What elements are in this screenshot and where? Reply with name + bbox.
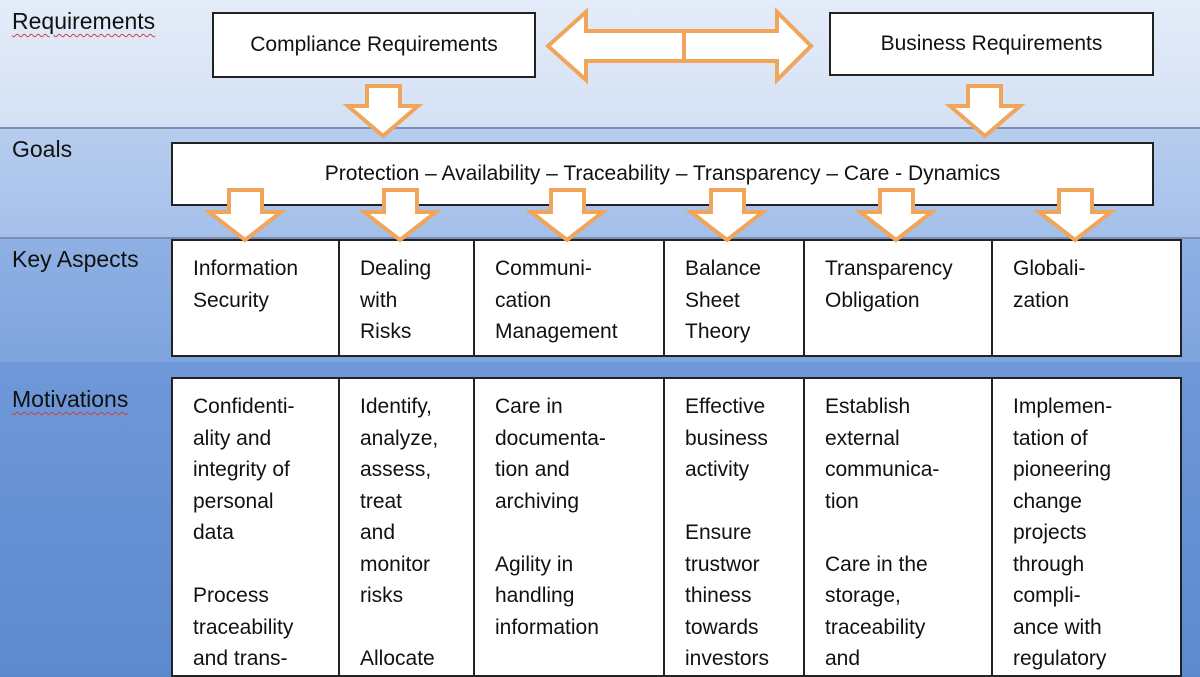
business-requirements-text: Business Requirements bbox=[880, 32, 1103, 55]
goals-text: Protection – Availability – Traceability – Transparency – Care - Dynamics bbox=[324, 162, 1001, 185]
compliance-requirements-box bbox=[212, 12, 536, 78]
motivation-cell: Care in documenta- tion and archiving Agility in handling information bbox=[475, 379, 665, 675]
key-aspects-label: Key Aspects bbox=[12, 246, 139, 272]
motivation-cell: Effective business activity Ensure trustwor thiness towards investors bbox=[665, 379, 805, 675]
goals-label: Goals bbox=[12, 136, 73, 162]
motivation-cell: Implemen- tation of pioneering change projects through compli- ance with regulatory bbox=[1013, 395, 1113, 670]
motivation-cell: Confidenti- ality and integrity of personal data Process traceability and trans- bbox=[173, 379, 340, 675]
business-requirements-box bbox=[829, 12, 1154, 76]
key-aspect-cell: Globali- zation bbox=[1013, 257, 1086, 312]
goals-box bbox=[171, 142, 1154, 206]
motivations-row bbox=[171, 377, 1182, 677]
compliance-requirements-text: Compliance Requirements bbox=[250, 33, 498, 56]
requirements-label: Requirements bbox=[12, 8, 156, 34]
band-divider bbox=[0, 127, 1200, 129]
motivation-cell: Identify, analyze, assess, treat and monitor risks Allocate bbox=[340, 379, 475, 675]
motivations-label: Motivations bbox=[12, 386, 129, 412]
key-aspect-cell: Information Security bbox=[173, 241, 340, 355]
key-aspect-cell: Dealing with Risks bbox=[340, 241, 475, 355]
key-aspects-row bbox=[171, 239, 1182, 357]
key-aspect-cell: Communi- cation Management bbox=[475, 241, 665, 355]
key-aspect-cell: Transparency Obligation bbox=[805, 241, 993, 355]
motivation-cell: Establish external communica- tion Care in the storage, traceability and bbox=[805, 379, 993, 675]
key-aspect-cell: Balance Sheet Theory bbox=[665, 241, 805, 355]
